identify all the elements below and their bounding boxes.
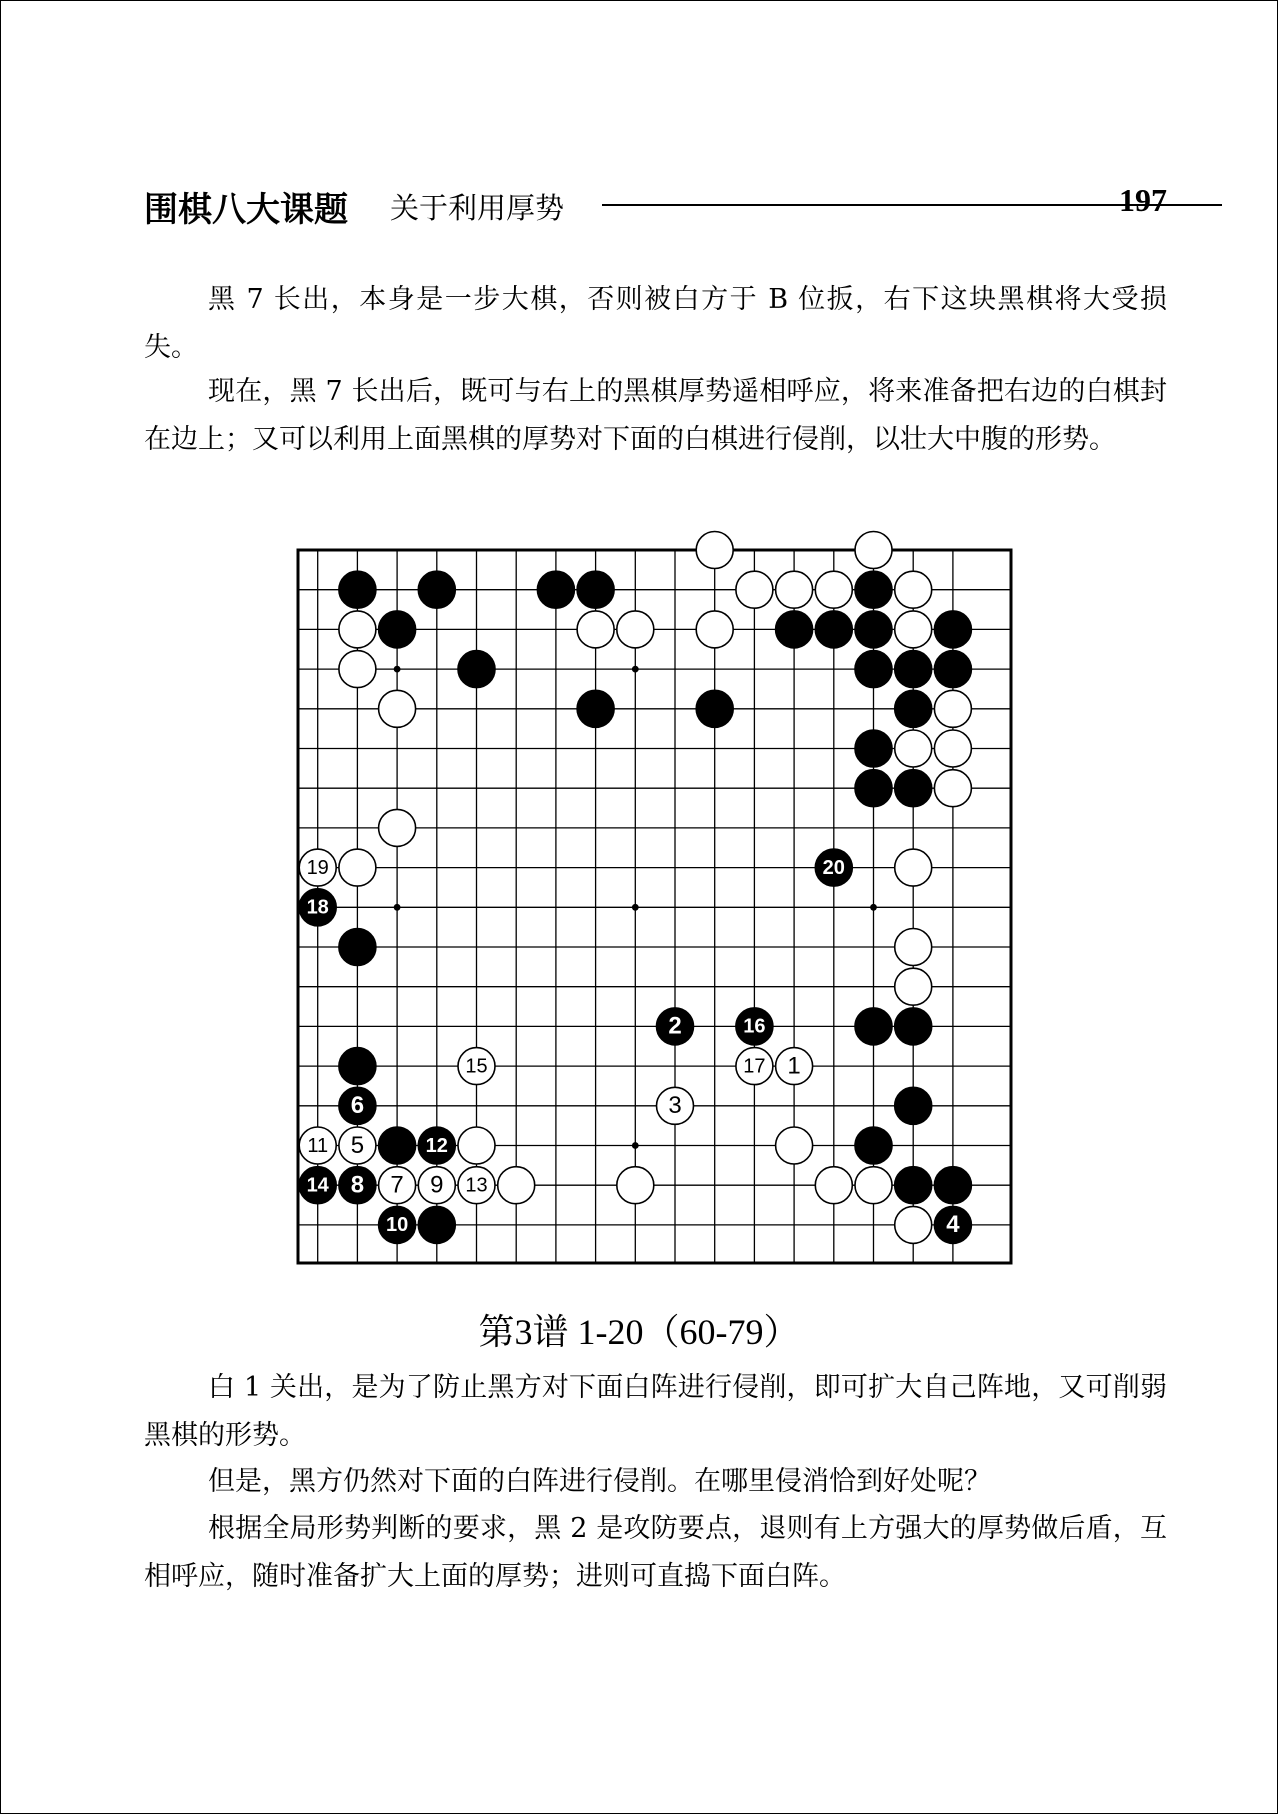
- white-stone: [776, 1127, 813, 1164]
- black-stone: [339, 1048, 376, 1085]
- black-stone: [657, 1008, 694, 1045]
- white-stone: [736, 1048, 773, 1085]
- white-stone: [458, 1048, 495, 1085]
- black-stone: [418, 1206, 455, 1243]
- white-stone: [815, 571, 852, 608]
- black-stone: [458, 651, 495, 688]
- paragraph: 根据全局形势判断的要求，黑 2 是攻防要点，退则有上方强大的厚势做后盾，互相呼应，随时准备扩大上面的厚势；进则可直捣下面白阵。: [144, 1513, 1167, 1592]
- white-stone: [299, 849, 336, 886]
- black-stone: [299, 1167, 336, 1204]
- move-number: 19: [306, 856, 329, 879]
- black-stone: [895, 651, 932, 688]
- black-stone: [895, 770, 932, 807]
- white-stone: [934, 690, 971, 727]
- black-stone: [379, 611, 416, 648]
- black-stone: [934, 1206, 971, 1243]
- black-stone: [379, 1206, 416, 1243]
- page-number: 197: [1119, 182, 1167, 218]
- white-stone: [299, 1127, 336, 1164]
- black-stone: [934, 1167, 971, 1204]
- black-stone: [696, 690, 733, 727]
- move-number: 15: [465, 1055, 488, 1078]
- move-number: 13: [465, 1174, 488, 1197]
- move-number: 9: [430, 1171, 444, 1199]
- black-stone: [855, 1127, 892, 1164]
- white-stone: [855, 1167, 892, 1204]
- black-stone: [339, 571, 376, 608]
- white-stone: [895, 571, 932, 608]
- star-point: [870, 904, 877, 911]
- black-stone: [418, 1127, 455, 1164]
- diagram-caption: 第3谱 1-20（60-79）: [478, 1312, 800, 1352]
- white-stone: [895, 929, 932, 966]
- white-stone: [934, 770, 971, 807]
- white-stone: [339, 651, 376, 688]
- white-stone: [379, 809, 416, 846]
- white-stone: [339, 611, 376, 648]
- black-stone: [934, 611, 971, 648]
- paragraph: 黑 7 长出，本身是一步大棋，否则被白方于 B 位扳，右下这块黑棋将大受损失。: [144, 284, 1167, 363]
- paragraph: 白 1 关出，是为了防止黑方对下面白阵进行侵削，即可扩大自己阵地，又可削弱黑棋的形势。: [144, 1372, 1167, 1451]
- white-stone: [895, 1206, 932, 1243]
- black-stone: [736, 1008, 773, 1045]
- move-number: 17: [743, 1055, 766, 1078]
- move-number: 6: [350, 1092, 365, 1120]
- black-stone: [895, 1167, 932, 1204]
- white-stone: [498, 1167, 535, 1204]
- black-stone: [418, 571, 455, 608]
- move-number: 11: [307, 1134, 329, 1157]
- black-stone: [577, 690, 614, 727]
- white-stone: [815, 1167, 852, 1204]
- black-stone: [895, 690, 932, 727]
- white-stone: [895, 849, 932, 886]
- white-stone: [339, 1127, 376, 1164]
- black-stone: [537, 571, 574, 608]
- black-stone: [855, 651, 892, 688]
- white-stone: [458, 1167, 495, 1204]
- star-point: [632, 666, 639, 673]
- running-header: [144, 182, 1167, 230]
- black-stone: [895, 1087, 932, 1124]
- book-title: 围棋八大课题: [144, 190, 348, 230]
- black-stone: [299, 889, 336, 926]
- white-stone: [418, 1167, 455, 1204]
- white-stone: [855, 532, 892, 569]
- white-stone: [895, 968, 932, 1005]
- black-stone: [776, 611, 813, 648]
- black-stone: [855, 611, 892, 648]
- move-number: 10: [385, 1214, 409, 1237]
- white-stone: [577, 611, 614, 648]
- black-stone: [934, 651, 971, 688]
- white-stone: [379, 690, 416, 727]
- move-number: 18: [306, 896, 329, 919]
- black-stone: [855, 1008, 892, 1045]
- white-stone: [339, 849, 376, 886]
- black-stone: [815, 849, 852, 886]
- move-number: 2: [668, 1012, 682, 1040]
- white-stone: [379, 1167, 416, 1204]
- move-number: 16: [743, 1015, 766, 1038]
- black-stone: [815, 611, 852, 648]
- white-stone: [736, 571, 773, 608]
- white-stone: [696, 611, 733, 648]
- black-stone: [855, 571, 892, 608]
- black-stone: [855, 770, 892, 807]
- move-number: 4: [946, 1211, 960, 1239]
- paragraph: 现在，黑 7 长出后，既可与右上的黑棋厚势遥相呼应，将来准备把右边的白棋封在边上；又可以利用上面黑棋的厚势对下面的白棋进行侵削，以壮大中腹的形势。: [144, 376, 1167, 455]
- white-stone: [696, 532, 733, 569]
- star-point: [394, 666, 401, 673]
- black-stone: [855, 730, 892, 767]
- move-number: 14: [306, 1174, 329, 1197]
- black-stone: [577, 571, 614, 608]
- move-number: 1: [787, 1052, 801, 1080]
- white-stone: [895, 730, 932, 767]
- move-number: 5: [350, 1131, 365, 1159]
- chapter-topic: 关于利用厚势: [390, 191, 565, 225]
- star-point: [632, 1142, 639, 1149]
- white-stone: [934, 730, 971, 767]
- black-stone: [339, 929, 376, 966]
- paragraph: 但是，黑方仍然对下面的白阵进行侵削。在哪里侵消恰到好处呢？: [208, 1466, 991, 1497]
- move-number: 20: [822, 856, 845, 879]
- star-point: [394, 904, 401, 911]
- move-number: 7: [390, 1171, 404, 1199]
- move-number: 12: [425, 1134, 448, 1157]
- go-board-diagram: [270, 520, 1025, 1275]
- black-stone: [379, 1127, 416, 1164]
- black-stone: [339, 1167, 376, 1204]
- white-stone: [617, 1167, 654, 1204]
- black-stone: [339, 1087, 376, 1124]
- white-stone: [895, 611, 932, 648]
- white-stone: [776, 1048, 813, 1085]
- move-number: 3: [668, 1092, 682, 1120]
- move-number: 8: [350, 1171, 365, 1199]
- white-stone: [458, 1127, 495, 1164]
- black-stone: [895, 1008, 932, 1045]
- white-stone: [776, 571, 813, 608]
- white-stone: [657, 1087, 694, 1124]
- star-point: [632, 904, 639, 911]
- white-stone: [617, 611, 654, 648]
